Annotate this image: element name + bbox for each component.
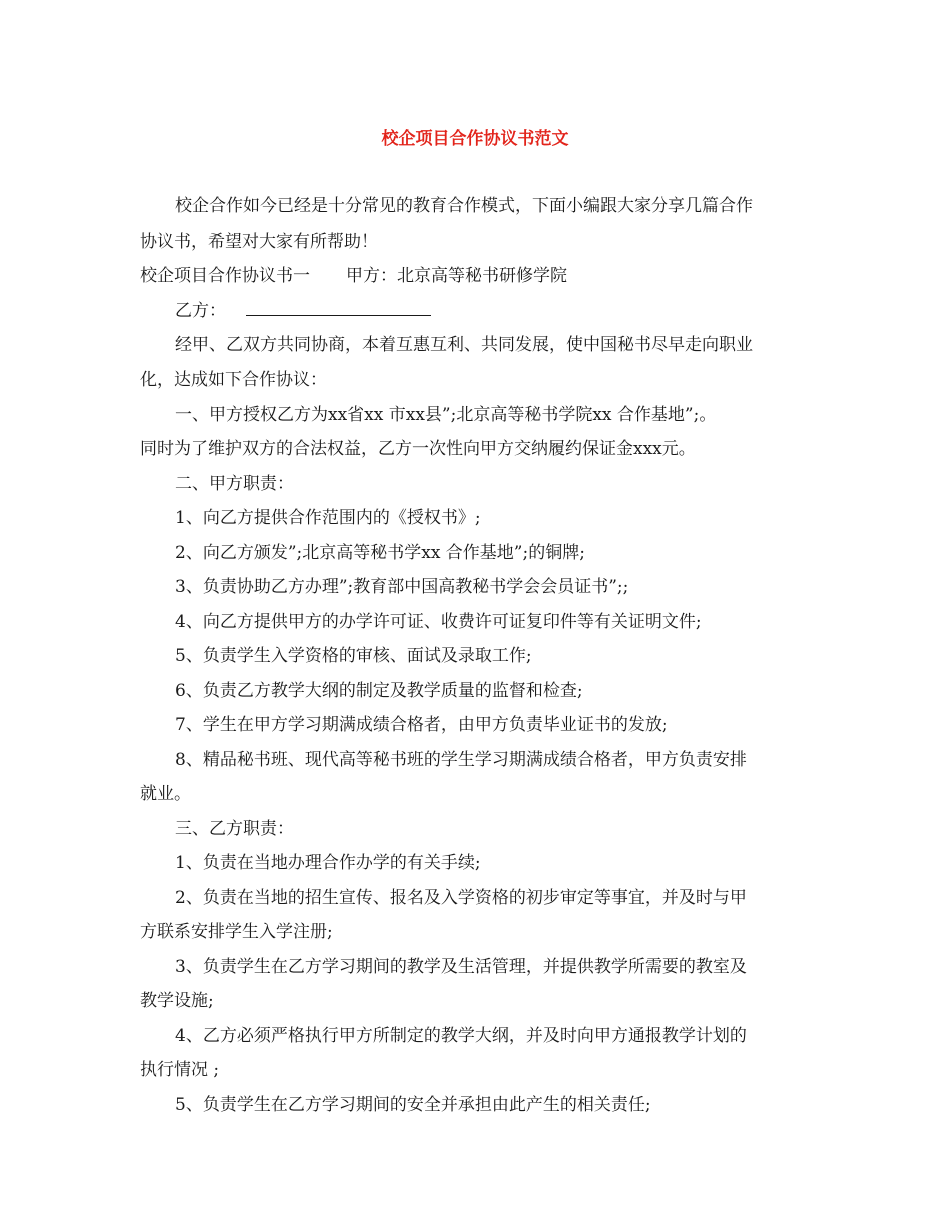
party-b-duty-1: 1、负责在当地办理合作办学的有关手续; bbox=[175, 853, 481, 873]
party-a-duty-5: 5、负责学生入学资格的审核、面试及录取工作; bbox=[175, 646, 532, 666]
heading-row bbox=[140, 266, 567, 286]
agreement-heading: 校企项目合作协议书一 bbox=[140, 266, 310, 286]
party-b-duty-4-line-2: 执行情况 ; bbox=[140, 1060, 220, 1080]
party-a-duty-3: 3、负责协助乙方办理”;教育部中国高教秘书学会会员证书”;; bbox=[175, 577, 629, 597]
party-b-label: 乙方： bbox=[175, 301, 226, 321]
para1-line-2: 化，达成如下合作协议： bbox=[140, 370, 327, 390]
party-b-duty-5: 5、负责学生在乙方学习期间的安全并承担由此产生的相关责任; bbox=[175, 1095, 651, 1115]
item1-line-2: 同时为了维护双方的合法权益，乙方一次性向甲方交纳履约保证金xxx元。 bbox=[140, 439, 696, 459]
party-a-duty-7: 7、学生在甲方学习期满成绩合格者，由甲方负责毕业证书的发放; bbox=[175, 715, 668, 735]
section-2-heading: 二、甲方职责： bbox=[175, 474, 294, 494]
party-a-duty-8-line-2: 就业。 bbox=[140, 784, 191, 804]
party-a: 甲方：北京高等秘书研修学院 bbox=[346, 266, 567, 286]
party-a-duty-1: 1、向乙方提供合作范围内的《授权书》; bbox=[175, 508, 481, 528]
party-b-duty-4-line-1: 4、乙方必须严格执行甲方所制定的教学大纲，并及时向甲方通报教学计划的 bbox=[175, 1026, 747, 1046]
document-title: 校企项目合作协议书范文 bbox=[381, 129, 569, 149]
party-b-duty-2-line-1: 2、负责在当地的招生宣传、报名及入学资格的初步审定等事宜，并及时与甲 bbox=[175, 888, 747, 908]
party-b-duty-3-line-2: 教学设施; bbox=[140, 991, 214, 1011]
party-a-duty-8-line-1: 8、精品秘书班、现代高等秘书班的学生学习期满成绩合格者，甲方负责安排 bbox=[175, 750, 747, 770]
party-b-duty-3-line-1: 3、负责学生在乙方学习期间的教学及生活管理，并提供教学所需要的教室及 bbox=[175, 957, 747, 977]
party-a-duty-6: 6、负责乙方教学大纲的制定及教学质量的监督和检查; bbox=[175, 681, 583, 701]
para1-line-1: 经甲、乙双方共同协商，本着互惠互利、共同发展，使中国秘书尽早走向职业 bbox=[175, 335, 753, 355]
intro-line-2: 协议书，希望对大家有所帮助！ bbox=[140, 232, 378, 252]
party-a-duty-2: 2、向乙方颁发”;北京高等秘书学xx 合作基地”;的铜牌; bbox=[175, 543, 585, 563]
section-3-heading: 三、乙方职责： bbox=[175, 819, 294, 839]
party-b-row bbox=[175, 301, 431, 321]
item1-line-1: 一、甲方授权乙方为xx省xx 市xx县”;北京高等秘书学院xx 合作基地”;。 bbox=[175, 405, 717, 425]
party-a-duty-4: 4、向乙方提供甲方的办学许可证、收费许可证复印件等有关证明文件; bbox=[175, 612, 702, 632]
party-b-duty-2-line-2: 方联系安排学生入学注册; bbox=[140, 922, 333, 942]
intro-line-1: 校企合作如今已经是十分常见的教育合作模式，下面小编跟大家分享几篇合作 bbox=[175, 196, 753, 216]
party-b-blank bbox=[246, 301, 431, 316]
